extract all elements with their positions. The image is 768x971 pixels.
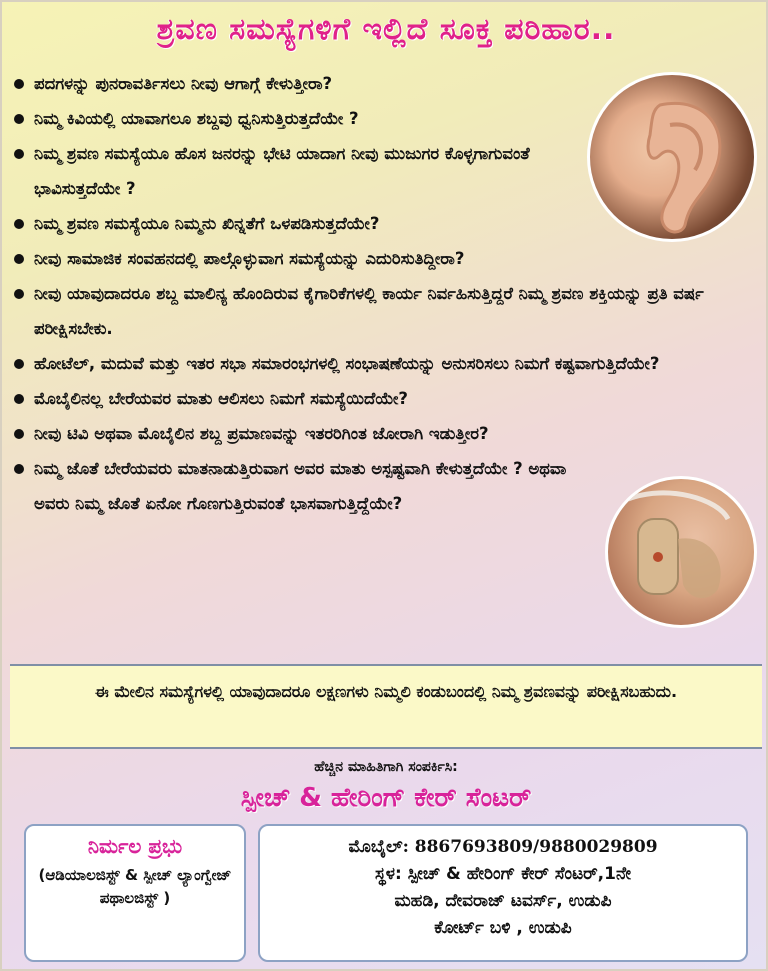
symptom-item: ನಿಮ್ಮ ಕಿವಿಯಲ್ಲಿ ಯಾವಾಗಲೂ ಶಬ್ದವು ಧ್ವನಿಸುತ್ತಿರುತ್ತದೆಯೇ ? <box>12 101 752 136</box>
symptom-item: ನೀವು ಸಾಮಾಜಿಕ ಸಂವಹನದಲ್ಲಿ ಪಾಲ್ಗೊಳ್ಳುವಾಗ ಸಮಸ್ಯೆಯನ್ನು ಎದುರಿಸುತಿದ್ದೀರಾ? <box>12 241 752 276</box>
symptom-item: ನಿಮ್ಮ ಶ್ರವಣ ಸಮಸ್ಯೆಯೂ ಹೊಸ ಜನರನ್ನು ಭೇಟಿ ಯಾದಾಗ ನೀವು ಮುಜುಗರ ಕೊಳ್ಳಗಾಗುವಂತೆ ಭಾವಿಸುತ್ತದೆಯೇ ? <box>12 136 594 206</box>
doctor-title: (ಆಡಿಯಾಲಜಿಸ್ಟ್ & ಸ್ಪೀಚ್ ಲ್ಯಾಂಗ್ವೇಜ್ ಪಥಾಲಜಿಸ್ಟ್ ) <box>38 866 232 907</box>
symptom-item: ನೀವು ಯಾವುದಾದರೂ ಶಬ್ದ ಮಾಲಿನ್ಯ ಹೊಂದಿರುವ ಕೈಗಾರಿಕೆಗಳಲ್ಲಿ ಕಾರ್ಯ ನಿರ್ವಹಿಸುತ್ತಿದ್ದರೆ ನಿಮ್ಮ ಶ್ರವಣ ಶಕ್ತಿಯನ್ನು ಪ್ರತಿ ವರ್ಷ ಪರೀಕ್ಷಿಸಬೇಕು. <box>12 276 724 346</box>
contact-intro: ಹೆಚ್ಚಿನ ಮಾಹಿತಿಗಾಗಿ ಸಂಪರ್ಕಿಸಿ: <box>314 759 458 775</box>
ear-photo <box>587 72 757 242</box>
mobile-number[interactable]: ಮೊಬೈಲ್: 8867693809/9880029809 <box>348 837 658 857</box>
address-line: ಸ್ಥಳ: ಸ್ಪೀಚ್ & ಹೇರಿಂಗ್ ಕೇರ್ ಸೆಂಟರ್,1ನೇ <box>375 864 631 884</box>
summary-text: ಈ ಮೇಲಿನ ಸಮಸ್ಯೆಗಳಲ್ಲಿ ಯಾವುದಾದರೂ ಲಕ್ಷಣಗಳು ನಿಮ್ಮಲಿ ಕಂಡುಬಂದಲ್ಲಿ ನಿಮ್ಮ ಶ್ರವಣವನ್ನು ಪರೀಕ್ಷಿಸಬಹುದು. <box>94 682 678 701</box>
ear-illustration <box>590 75 757 242</box>
contact-box <box>258 824 748 962</box>
hearing-aid-illustration <box>608 479 757 628</box>
poster-title: ಶ್ರವಣ ಸಮಸ್ಯೆಗಳಿಗೆ ಇಲ್ಲಿದೆ ಸೂಕ್ತ ಪರಿಹಾರ.. <box>156 12 616 47</box>
symptom-item: ನಿಮ್ಮ ಜೊತೆ ಬೇರೆಯವರು ಮಾತನಾಡುತ್ತಿರುವಾಗ ಅವರ ಮಾತು ಅಸ್ಪಷ್ಟವಾಗಿ ಕೇಳುತ್ತದೆಯೇ ? ಅಥವಾ ಅವರು ನಿಮ್ಮ ಜೊತೆ ಏನೋ ಗೊಣಗುತ್ತಿರುವಂತೆ ಭಾಸವಾಗುತ್ತಿದ್ದೆಯೇ? <box>12 451 604 521</box>
doctor-name: ನಿರ್ಮಲ ಪ್ರಭು <box>87 834 183 858</box>
symptom-item: ಪದಗಳನ್ನು ಪುನರಾವರ್ತಿಸಲು ನೀವು ಆಗಾಗ್ಗೆ ಕೇಳುತ್ತೀರಾ? <box>12 66 752 101</box>
symptom-item: ಮೊಬೈಲಿನಲ್ಲ ಬೇರೆಯವರ ಮಾತು ಆಲಿಸಲು ನಿಮಗೆ ಸಮಸ್ಯೆಯಿದೆಯೇ? <box>12 381 752 416</box>
summary-box <box>10 664 762 749</box>
symptom-item: ನಿಮ್ಮ ಶ್ರವಣ ಸಮಸ್ಯೆಯೂ ನಿಮ್ಮನು ಖಿನ್ನತೆಗೆ ಒಳಪಡಿಸುತ್ತದೆಯೇ? <box>12 206 752 241</box>
symptom-item: ನೀವು ಟಿವಿ ಅಥವಾ ಮೊಬೈಲಿನ ಶಬ್ದ ಪ್ರಮಾಣವನ್ನು ಇತರರಿಗಿಂತ ಜೋರಾಗಿ ಇಡುತ್ತೀರ? <box>12 416 594 451</box>
address-line: ಕೋರ್ಟ್ ಬಳಿ , ಉಡುಪಿ <box>434 918 572 938</box>
center-name: ಸ್ಪೀಚ್ & ಹೇರಿಂಗ್ ಕೇರ್ ಸೆಂಟರ್ <box>240 783 532 813</box>
hearing-aid-photo <box>605 476 757 628</box>
doctor-box <box>24 824 246 962</box>
symptom-item: ಹೋಟೆಲ್, ಮದುವೆ ಮತ್ತು ಇತರ ಸಭಾ ಸಮಾರಂಭಗಳಲ್ಲಿ ಸಂಭಾಷಣೆಯನ್ನು ಅನುಸರಿಸಲು ನಿಮಗೆ ಕಷ್ಟವಾಗುತ್ತಿದೆಯೇ? <box>12 346 724 381</box>
address-line: ಮಹಡಿ, ದೇವರಾಜ್ ಟವರ್ಸ್, ಉಡುಪಿ <box>394 891 612 911</box>
